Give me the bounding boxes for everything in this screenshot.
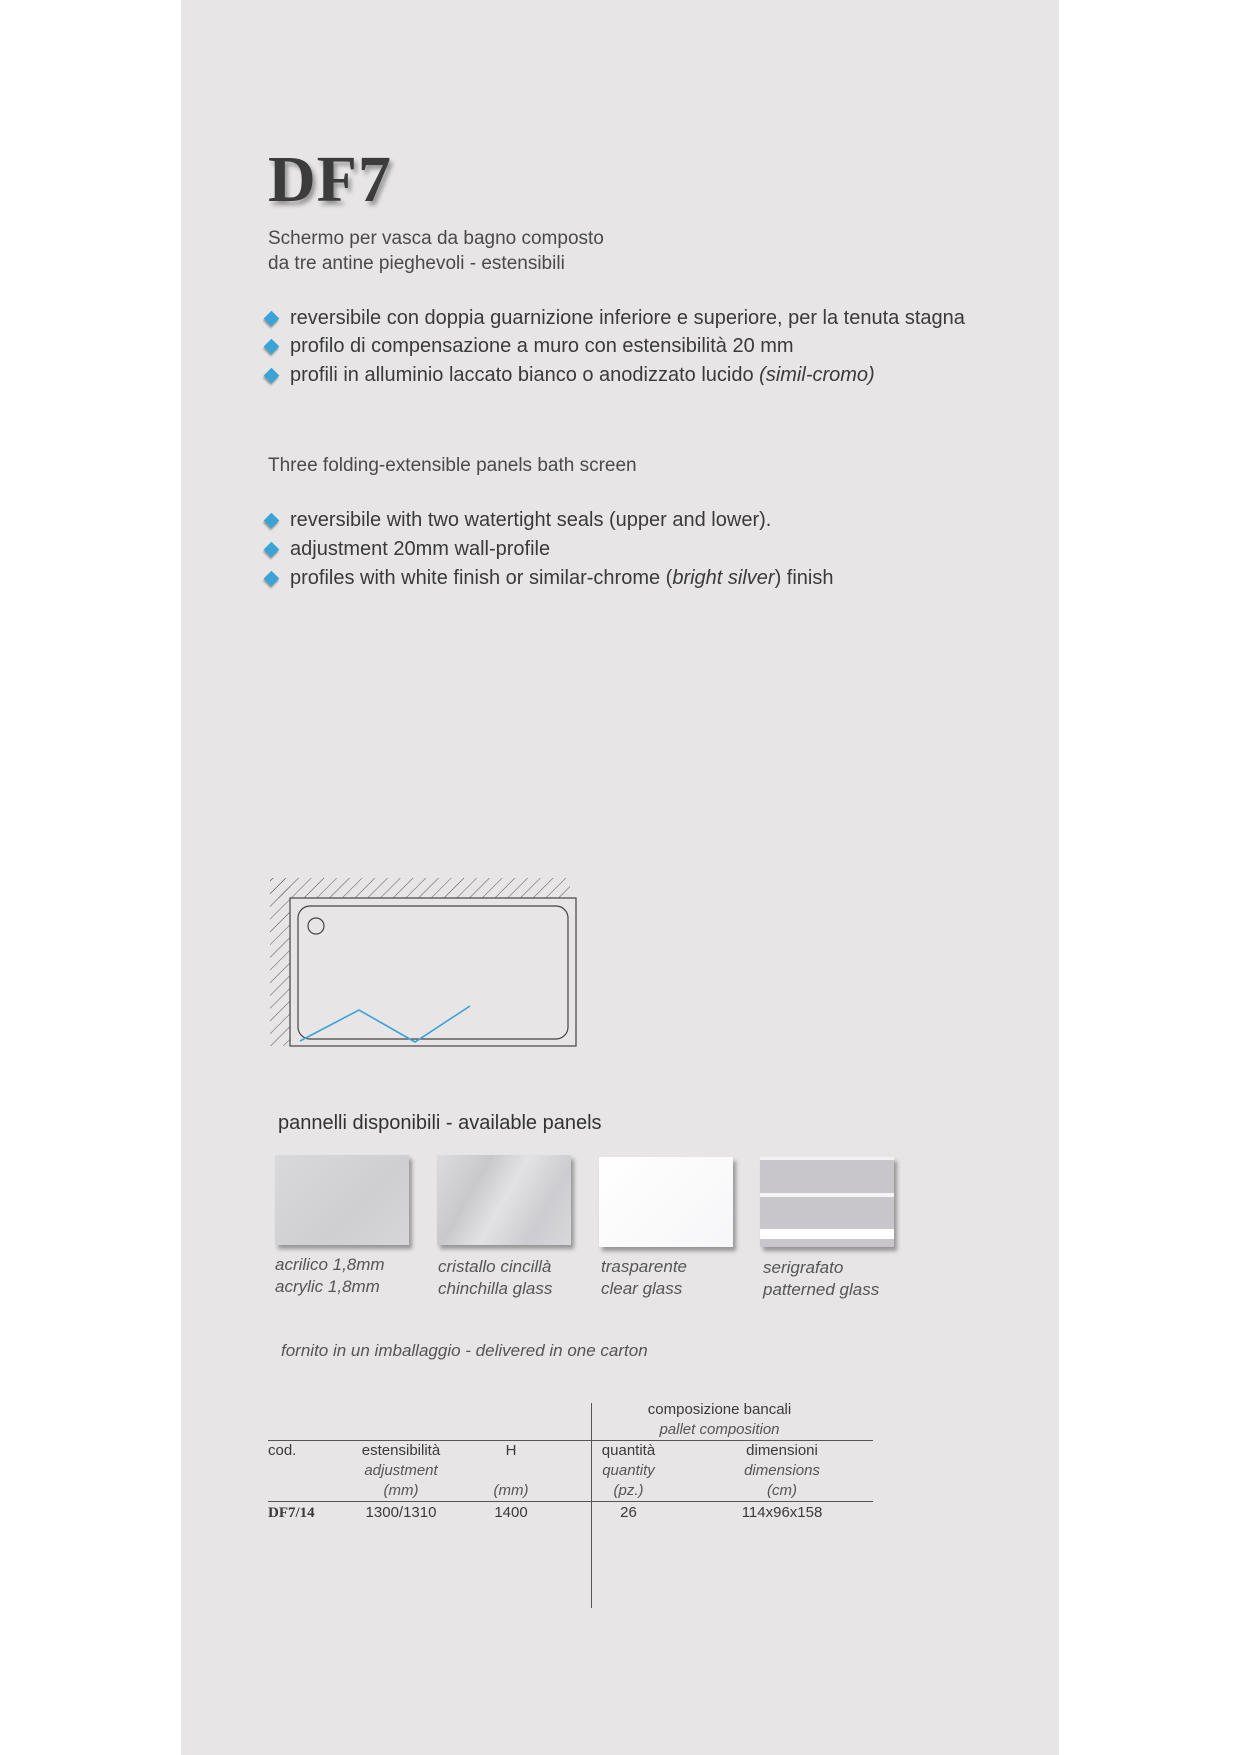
panel-label-chinchilla: cristallo cincillà chinchilla glass [438,1257,553,1298]
wall-hatching [270,878,570,1046]
panel-swatch-chinchilla [437,1155,571,1245]
panel-label-acrylic: acrilico 1,8mm acrylic 1,8mm [275,1255,385,1296]
table-group-header-row [268,1400,873,1441]
product-title: DF7 [268,143,392,216]
col-code-header: cod. [268,1441,346,1502]
bullet-diamond-icon [264,311,280,327]
panels-title: pannelli disponibili - available panels [278,1112,602,1134]
bullet-diamond-icon [264,339,280,355]
table-row [268,1502,873,1524]
spec-table [268,1400,873,1523]
panel-label-patterned: serigrafato patterned glass [763,1258,880,1299]
bullet-en-1: reversibile with two watertight seals (upper and lower). [264,509,771,532]
intro-en: Three folding-extensible panels bath screen [268,455,637,476]
bullet-it-3: profili in alluminio laccato bianco o anodizzato lucido (simil-cromo) [264,364,875,387]
col-adjustment-header: estensibilità adjustment (mm) [346,1441,456,1502]
panel-label-clear: trasparente clear glass [601,1257,687,1298]
pallet-header: composizione bancali pallet composition [647,1401,792,1438]
bullet-it-2: profilo di compensazione a muro con estensibilità 20 mm [264,335,794,358]
folding-panels-line [300,1006,470,1042]
drain-icon [308,918,324,934]
bullet-diamond-icon [264,513,280,529]
row-adjustment: 1300/1310 [346,1502,456,1524]
bullet-en-3: profiles with white finish or similar-chrome ( bright silver ) finish [264,567,834,590]
carton-note: fornito in un imballaggio - delivered in one carton [281,1341,648,1360]
panel-swatch-acrylic [275,1155,409,1245]
panel-swatch-patterned [760,1157,894,1247]
intro-it-line-1: Schermo per vasca da bagno composto [268,228,604,249]
row-code: DF7/14 [268,1502,346,1524]
col-quantity-header: quantità quantity (pz.) [566,1441,691,1502]
col-height-header: H (mm) [456,1441,566,1502]
bullet-diamond-icon [264,571,280,587]
bathtub-plan-diagram [262,876,582,1051]
bullet-diamond-icon [264,542,280,558]
intro-it-line-2: da tre antine pieghevoli - estensibili [268,253,565,274]
panel-swatch-clear [599,1157,733,1247]
row-height: 1400 [456,1502,566,1524]
col-dimensions-header: dimensioni dimensions (cm) [691,1441,873,1502]
tub-basin [298,906,568,1039]
bullet-en-2: adjustment 20mm wall-profile [264,538,550,561]
bullet-diamond-icon [264,368,280,384]
row-dimensions: 114x96x158 [691,1502,873,1524]
bullet-it-1: reversibile con doppia guarnizione inferiore e superiore, per la tenuta stagna [264,307,965,330]
row-quantity: 26 [566,1502,691,1524]
table-header-row [268,1441,873,1502]
